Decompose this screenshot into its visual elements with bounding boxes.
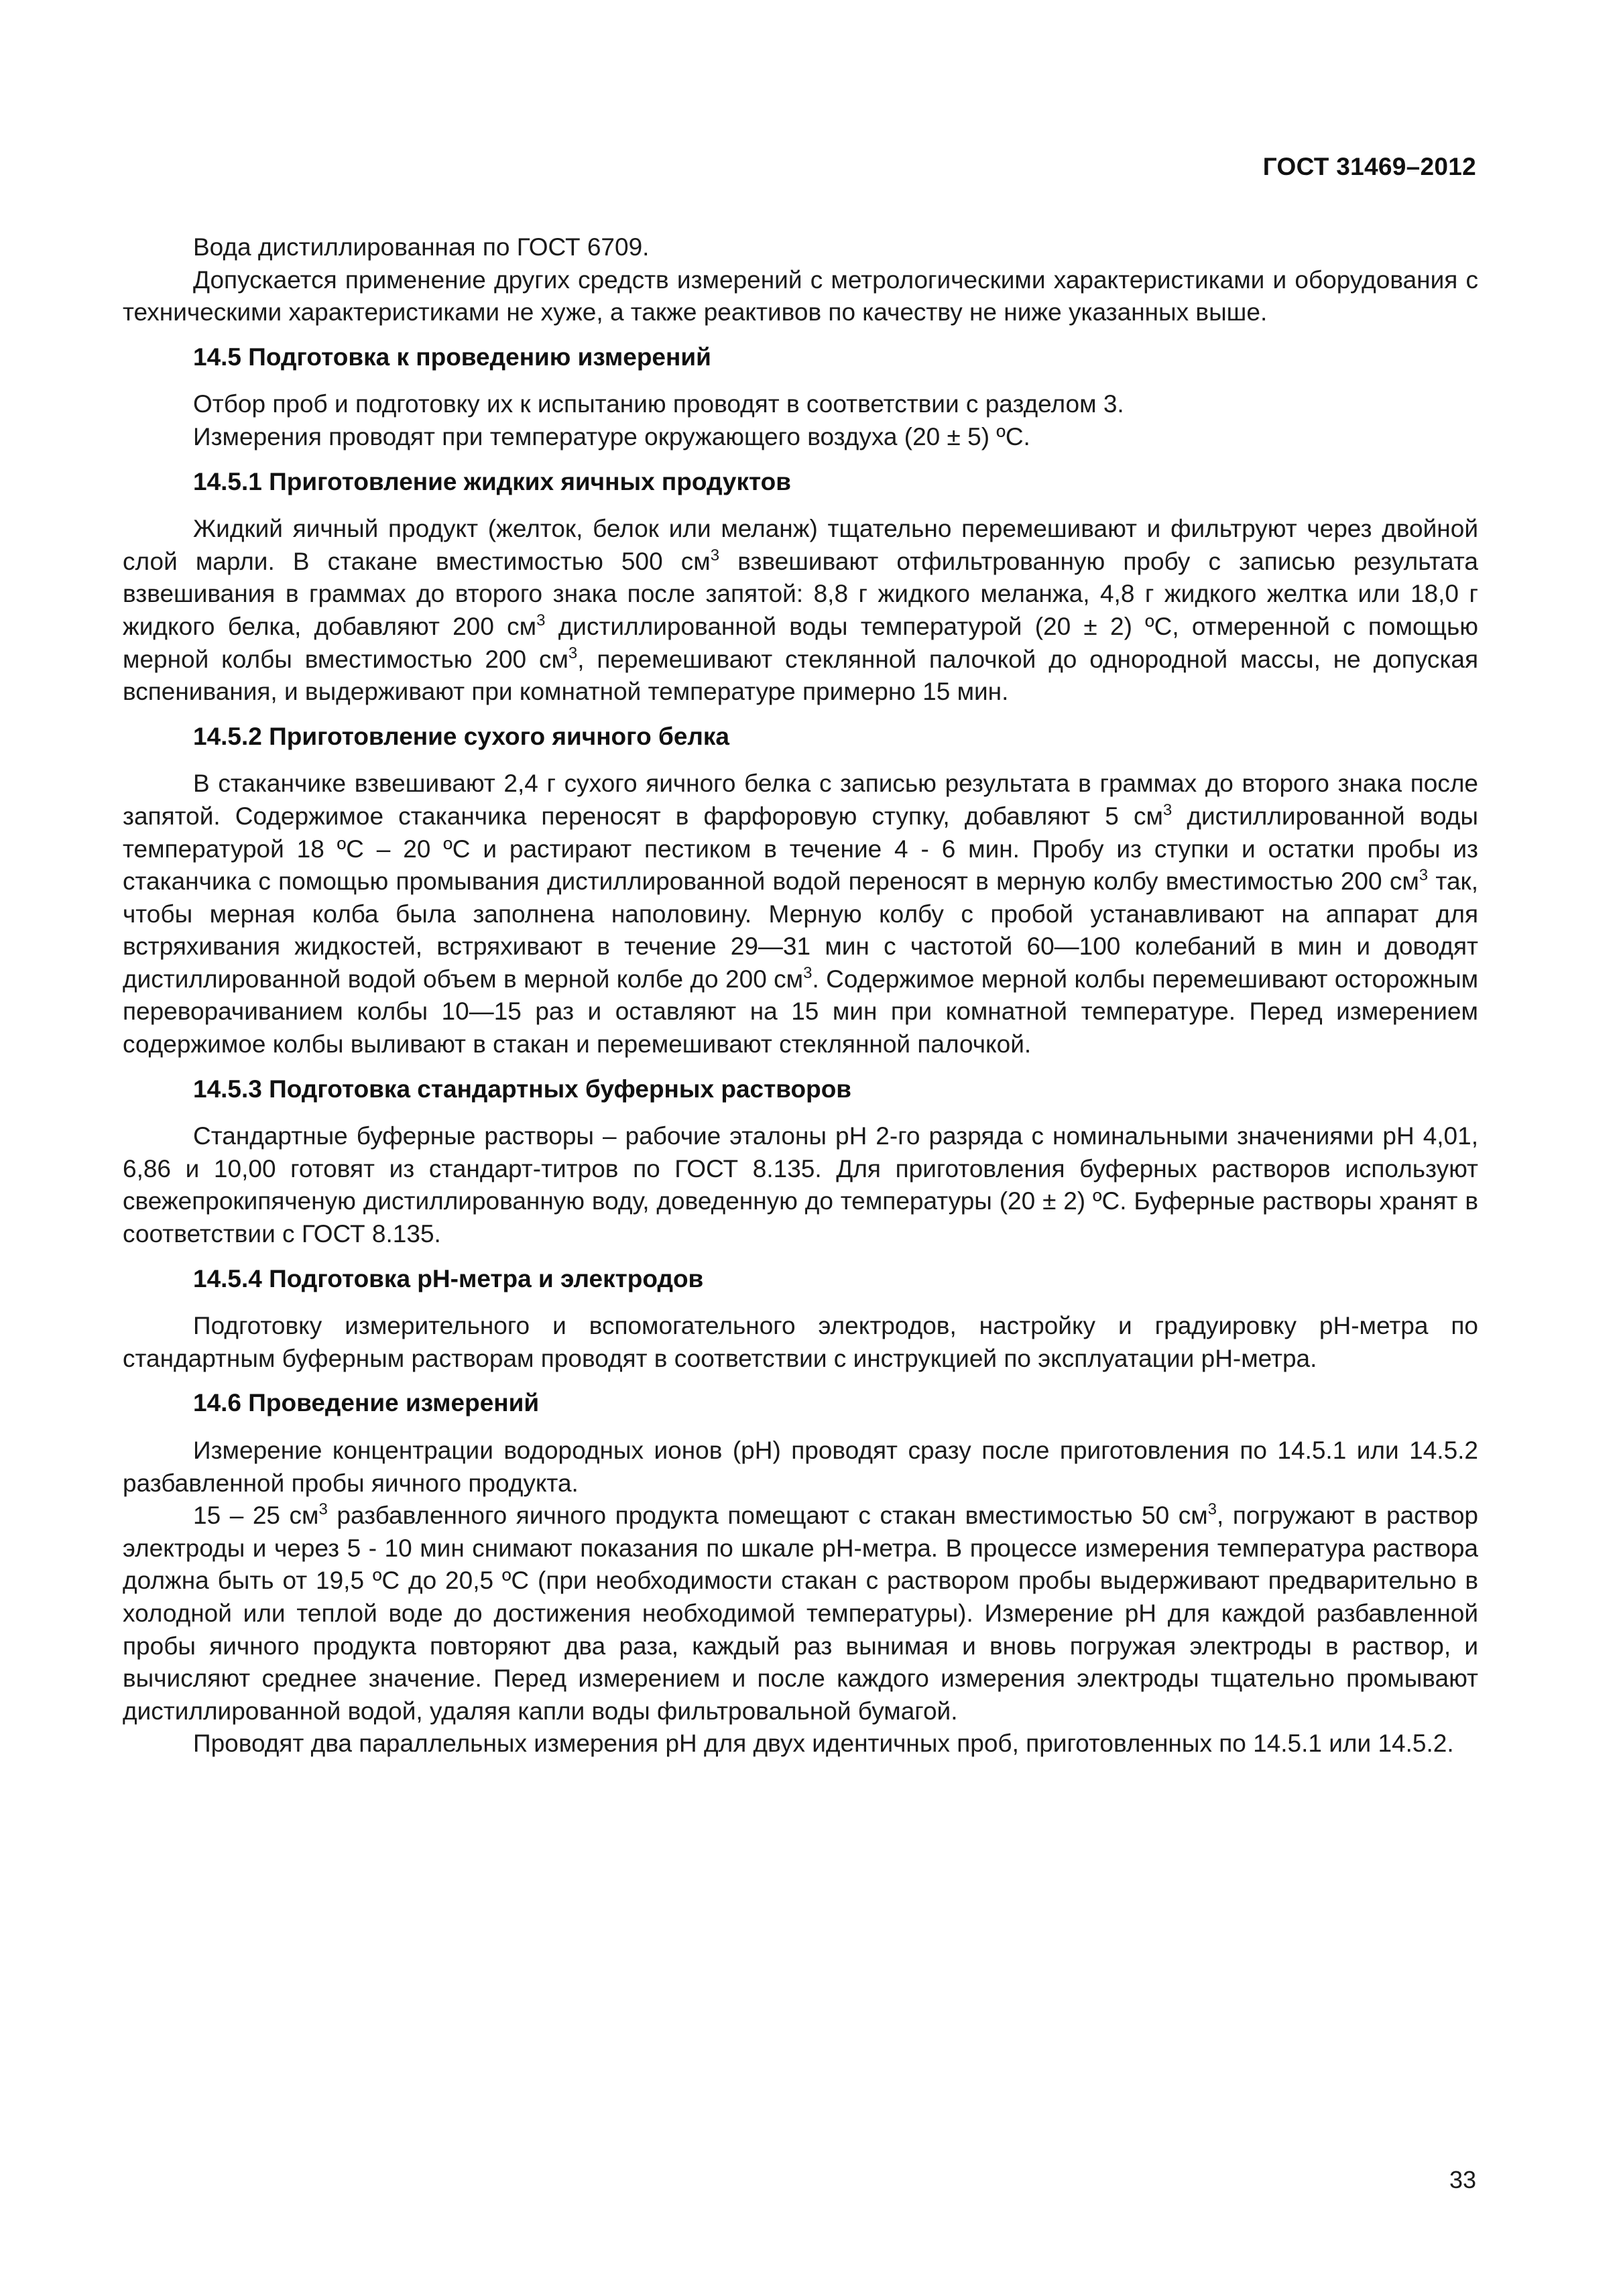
section-14-5-3-heading: 14.5.3 Подготовка стандартных буферных растворов xyxy=(193,1075,852,1103)
superscript-3: 3 xyxy=(318,1500,328,1519)
document-body xyxy=(123,231,1478,1760)
superscript-3: 3 xyxy=(1207,1500,1217,1519)
section-14-5-paragraph-2: Измерения проводят при температуре окружающего воздуха (20 ± 5) ºС. xyxy=(193,422,1030,450)
section-14-5-1-paragraph xyxy=(123,513,1478,709)
section-14-5-paragraph-1: Отбор проб и подготовку их к испытанию проводят в соответствии с разделом 3. xyxy=(193,390,1124,418)
section-14-6-paragraph-3: Проводят два параллельных измерения рН для двух идентичных проб, приготовленных по 14.5.1 или 14.5.2. xyxy=(193,1730,1454,1758)
text-run: . Содержимое мерной колбы перемешивают осторожным переворачиванием колбы 10—15 раз и оставляют на 15 мин при комнатной температуре. Перед измерением содержимое колбы выливают в стакан и перемешивают стеклянной палочкой. xyxy=(123,965,1479,1059)
text-run: дистиллированной воды температурой 18 ºС – 20 ºС и растирают пестиком в течение 4 - 6 мин. Пробу из ступки и остатки пробы из стаканчика с помощью промывания дистиллированной водой переносят в мерную колбу вместимостью 200 см xyxy=(123,802,1478,896)
section-14-5-2-heading: 14.5.2 Приготовление сухого яичного белка xyxy=(193,722,729,750)
section-14-5-4-heading: 14.5.4 Подготовка рН-метра и электродов xyxy=(193,1264,704,1292)
superscript-3: 3 xyxy=(710,546,720,564)
text-run: дистиллированной воды температурой (20 ± 2) ºС, отмеренной с помощью мерной колбы вместимостью 200 см xyxy=(123,612,1478,673)
section-14-5-1-heading: 14.5.1 Приготовление жидких яичных продуктов xyxy=(193,467,792,495)
superscript-3: 3 xyxy=(803,963,813,982)
section-14-6-heading: 14.6 Проведение измерений xyxy=(193,1389,540,1417)
text-run: разбавленного яичного продукта помещают с стакан вместимостью 50 см xyxy=(327,1502,1208,1530)
section-14-5-heading: 14.5 Подготовка к проведению измерений xyxy=(193,343,711,371)
superscript-3: 3 xyxy=(1419,866,1429,885)
text-run: взвешивают отфильтрованную пробу с записью результата взвешивания в граммах до второго знака после запятой: 8,8 г жидкого меланжа, 4,8 г жидкого желтка или 18,0 г жидкого белка, добавляют 200 см xyxy=(123,547,1479,640)
superscript-3: 3 xyxy=(568,644,578,662)
section-14-5-4-paragraph: Подготовку измерительного и вспомогательного электродов, настройку и градуировку рН-метра по стандартным буферным растворам проводят в соответствии с инструкцией по эксплуатации рН-метра. xyxy=(123,1312,1478,1372)
section-14-5-2-paragraph xyxy=(123,768,1478,1061)
section-14-6-paragraph-1: Измерение концентрации водородных ионов (рН) проводят сразу после приготовления по 14.5.1 или 14.5.2 разбавленной пробы яичного продукта. xyxy=(123,1437,1478,1497)
text-run: Жидкий яичный продукт (желток, белок или меланж) тщательно перемешивают и фильтруют через двойной слой марли. В стакане вместимостью 500 см xyxy=(123,515,1478,575)
text-run: , перемешивают стеклянной палочкой до однородной массы, не допуская вспенивания, и выдерживают при комнатной температуре примерно 15 мин. xyxy=(123,645,1478,706)
standard-code-header: ГОСТ 31469–2012 xyxy=(1262,153,1476,180)
text-run: так, чтобы мерная колба была заполнена наполовину. Мерную колбу с пробой устанавливают на аппарат для встряхивания жидкостей, встряхивают в течение 29—31 мин с частотой 60—100 колебаний в мин и доводят дистиллированной водой объем в мерной колбе до 200 см xyxy=(123,867,1478,993)
superscript-3: 3 xyxy=(1162,800,1173,819)
intro-paragraph-water: Вода дистиллированная по ГОСТ 6709. xyxy=(193,233,650,261)
page-number: 33 xyxy=(1449,2166,1476,2193)
text-run: 15 – 25 см xyxy=(193,1502,319,1530)
text-run: В стаканчике взвешивают 2,4 г сухого яичного белка с записью результата в граммах до второго знака после запятой. Содержимое стаканчика переносят в фарфоровую ступку, добавляют 5 см xyxy=(123,770,1478,830)
section-14-5-3-paragraph: Стандартные буферные растворы – рабочие эталоны рН 2-го разряда с номинальными значениями рН 4,01, 6,86 и 10,00 готовят из стандарт-титров по ГОСТ 8.135. Для приготовления буферных растворов используют свежепрокипяченую дистиллированную воду, доведенную до температуры (20 ± 2) ºС. Буферные растворы хранят в соответствии с ГОСТ 8.135. xyxy=(123,1122,1478,1248)
text-run: , погружают в раствор электроды и через 5 - 10 мин снимают показания по шкале рН-метра. В процессе измерения температура раствора должна быть от 19,5 ºС до 20,5 ºС (при необходимости стакан с раствором пробы выдерживают предварительно в холодной или теплой воде до достижения необходимой температуры). Измерение рН для каждой разбавленной пробы яичного продукта повторяют два раза, каждый раз вынимая и вновь погружая электроды в раствор, и вычисляют среднее значение. Перед измерением и после каждого измерения электроды тщательно промывают дистиллированной водой, удаляя капли воды фильтровальной бумагой. xyxy=(123,1502,1479,1725)
intro-paragraph-substitution: Допускается применение других средств измерений с метрологическими характеристиками и оборудования с техническими характеристиками не хуже, а также реактивов по качеству не ниже указанных выше. xyxy=(123,265,1478,326)
superscript-3: 3 xyxy=(536,611,546,629)
section-14-6-paragraph-2 xyxy=(123,1500,1478,1728)
